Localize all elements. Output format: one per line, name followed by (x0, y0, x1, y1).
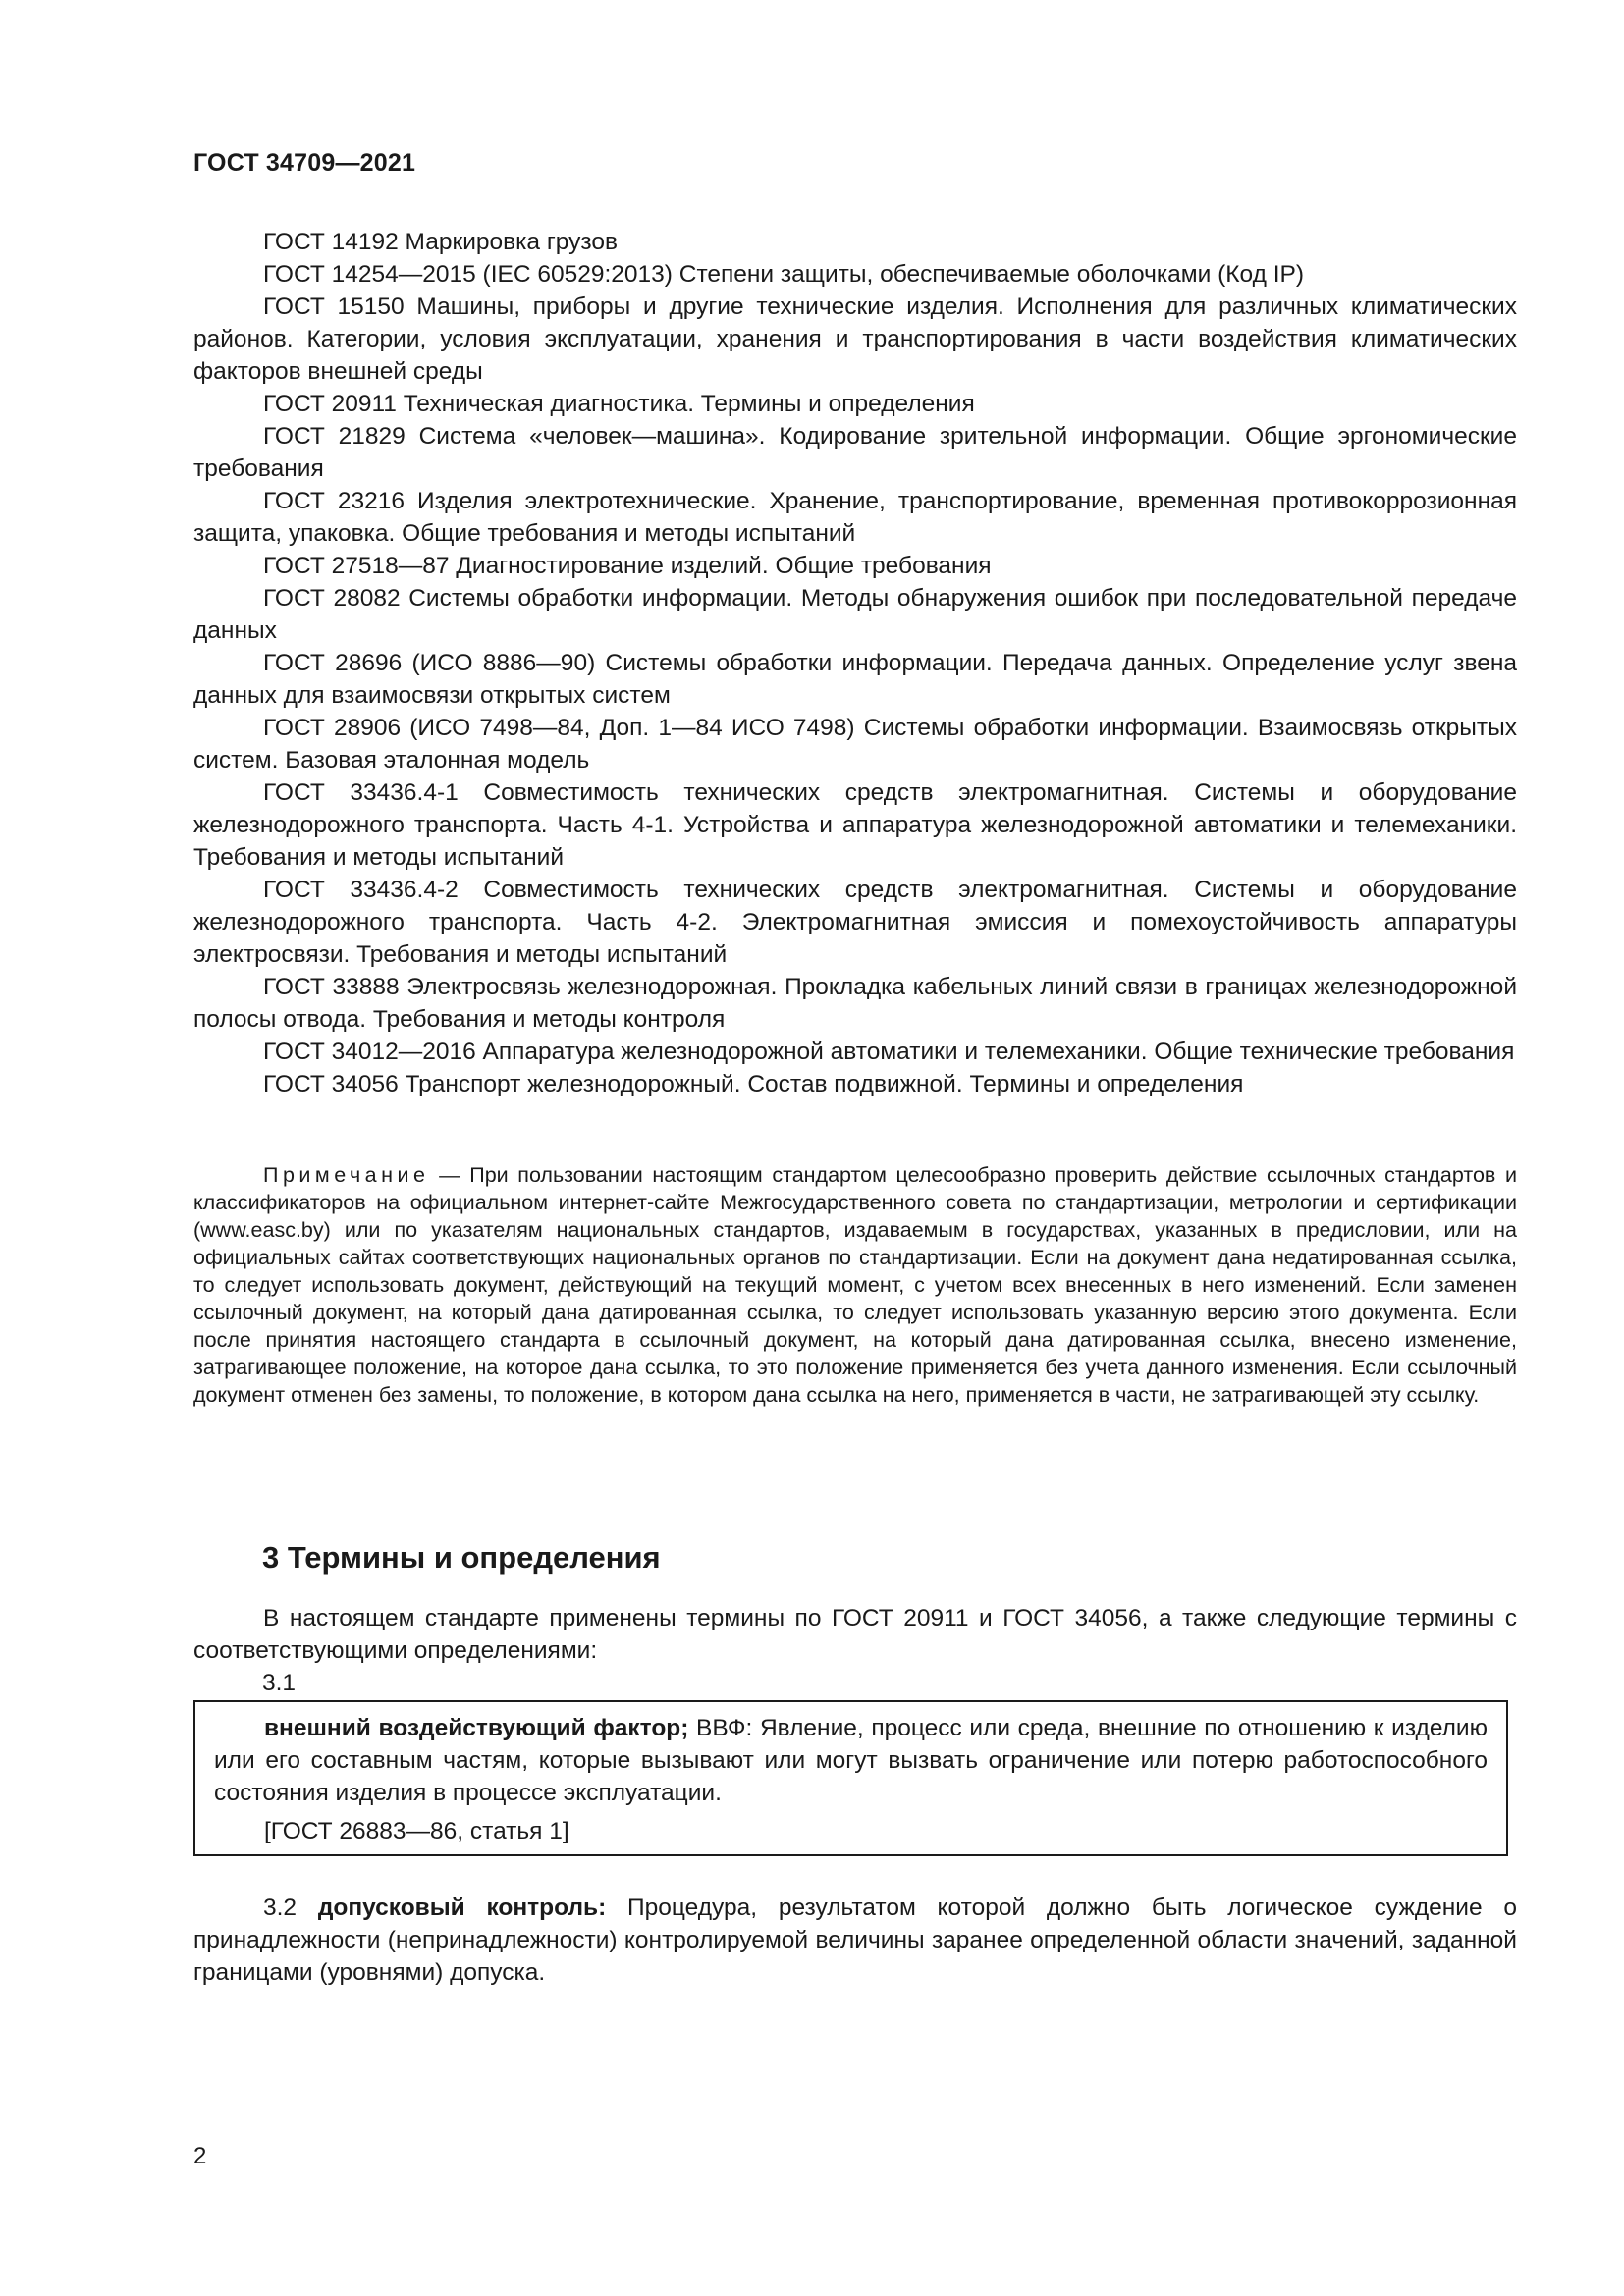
reference-item: ГОСТ 28696 (ИСО 8886—90) Системы обработки информации. Передача данных. Определение услуг звена данных для взаимосвязи открытых систем (193, 650, 1517, 709)
note-text: — При пользовании настоящим стандартом целесообразно проверить действие ссылочных стандартов и классификаторов на официальном интернет-сайте Межгосударственного совета по стандартизации, метрологии и сертификации (www.easc.by) или по указателям национальных стандартов, издаваемым в государствах, указанных в предисловии, или на официальных сайтах соответствующих национальных органов по стандартизации. Если на документ дана недатированная ссылка, то следует использовать документ, действующий на текущий момент, с учетом всех внесенных в него изменений. Если заменен ссылочный документ, на который дана датированная ссылка, то следует использовать указанную версию этого документа. Если после принятия настоящего стандарта в ссылочный документ, на который дана датированная ссылка, внесено изменение, затрагивающее положение, на которое дана ссылка, то это положение применяется без учета данного изменения. Если ссылочный документ отменен без замены, то положение, в котором дана ссылка на него, применяется в части, не затрагивающей эту ссылку. (193, 1163, 1517, 1407)
section-intro (193, 1602, 1517, 1667)
term-definition-text: Процедура, результатом которой должно быть логическое суждение о принадлежности (непринадлежности) контролируемой величины заранее определенной области значений, заданной границами (уровнями) допуска. (193, 1895, 1517, 1986)
term-number-3-2: 3.2 (263, 1895, 298, 1921)
document-code-header: ГОСТ 34709—2021 (193, 149, 416, 177)
normative-references-list (193, 226, 1517, 1100)
reference-item: ГОСТ 28906 (ИСО 7498—84, Доп. 1—84 ИСО 7498) Системы обработки информации. Взаимосвязь открытых систем. Базовая эталонная модель (193, 715, 1517, 774)
reference-item: ГОСТ 28082 Системы обработки информации. Методы обнаружения ошибок при последовательной передаче данных (193, 585, 1517, 644)
term-definition-3-2 (193, 1892, 1517, 1989)
reference-item: ГОСТ 27518—87 Диагностирование изделий. Общие требования (263, 553, 992, 579)
section-intro-text: В настоящем стандарте применены термины по ГОСТ 20911 и ГОСТ 34056, а также следующие термины с соответствующими определениями: (193, 1605, 1517, 1664)
term-source: [ГОСТ 26883—86, статья 1] (264, 1818, 569, 1844)
references-note (193, 1161, 1517, 1409)
reference-item: ГОСТ 14192 Маркировка грузов (263, 229, 618, 255)
reference-item: ГОСТ 33436.4-1 Совместимость технических средств электромагнитная. Системы и оборудование железнодорожного транспорта. Часть 4-1. Устройства и аппаратура железнодорожной автоматики и телемеханики. Требования и методы испытаний (193, 779, 1517, 871)
term-definition-text: ВВФ: Явление, процесс или среда, внешние по отношению к изделию или его составным частям, которые вызывают или могут вызвать ограничение или потерю работоспособного состояния изделия в процессе эксплуатации. (214, 1715, 1488, 1806)
reference-item: ГОСТ 33436.4-2 Совместимость технических средств электромагнитная. Системы и оборудование железнодорожного транспорта. Часть 4-2. Электромагнитная эмиссия и помехоустойчивость аппаратуры электросвязи. Требования и методы испытаний (193, 877, 1517, 968)
page-number: 2 (193, 2143, 207, 2169)
reference-item: ГОСТ 33888 Электросвязь железнодорожная. Прокладка кабельных линий связи в границах железнодорожной полосы отвода. Требования и методы контроля (193, 974, 1517, 1033)
term-definition-3-1 (214, 1712, 1488, 1809)
reference-item: ГОСТ 21829 Система «человек—машина». Кодирование зрительной информации. Общие эргономические требования (193, 423, 1517, 482)
reference-item: ГОСТ 23216 Изделия электротехнические. Хранение, транспортирование, временная противокоррозионная защита, упаковка. Общие требования и методы испытаний (193, 488, 1517, 547)
section-heading: 3 Термины и определения (262, 1540, 661, 1575)
reference-item: ГОСТ 14254—2015 (IEC 60529:2013) Степени защиты, обеспечиваемые оболочками (Код IP) (263, 261, 1305, 288)
reference-item: ГОСТ 34056 Транспорт железнодорожный. Состав подвижной. Термины и определения (263, 1071, 1244, 1097)
term-3-2-block (193, 1892, 1517, 1989)
term-number-3-1: 3.1 (262, 1670, 297, 1696)
term-name: допусковый контроль: (317, 1895, 607, 1921)
note-label: Примечание (263, 1163, 430, 1187)
reference-item: ГОСТ 34012—2016 Аппаратура железнодорожной автоматики и телемеханики. Общие технические требования (263, 1039, 1515, 1065)
term-name: внешний воздействующий фактор; (264, 1715, 689, 1741)
reference-item: ГОСТ 20911 Техническая диагностика. Термины и определения (263, 391, 975, 417)
term-definition-box (193, 1700, 1508, 1856)
reference-item: ГОСТ 15150 Машины, приборы и другие технические изделия. Исполнения для различных климатических районов. Категории, условия эксплуатации, хранения и транспортирования в части воздействия климатических факторов внешней среды (193, 294, 1517, 385)
